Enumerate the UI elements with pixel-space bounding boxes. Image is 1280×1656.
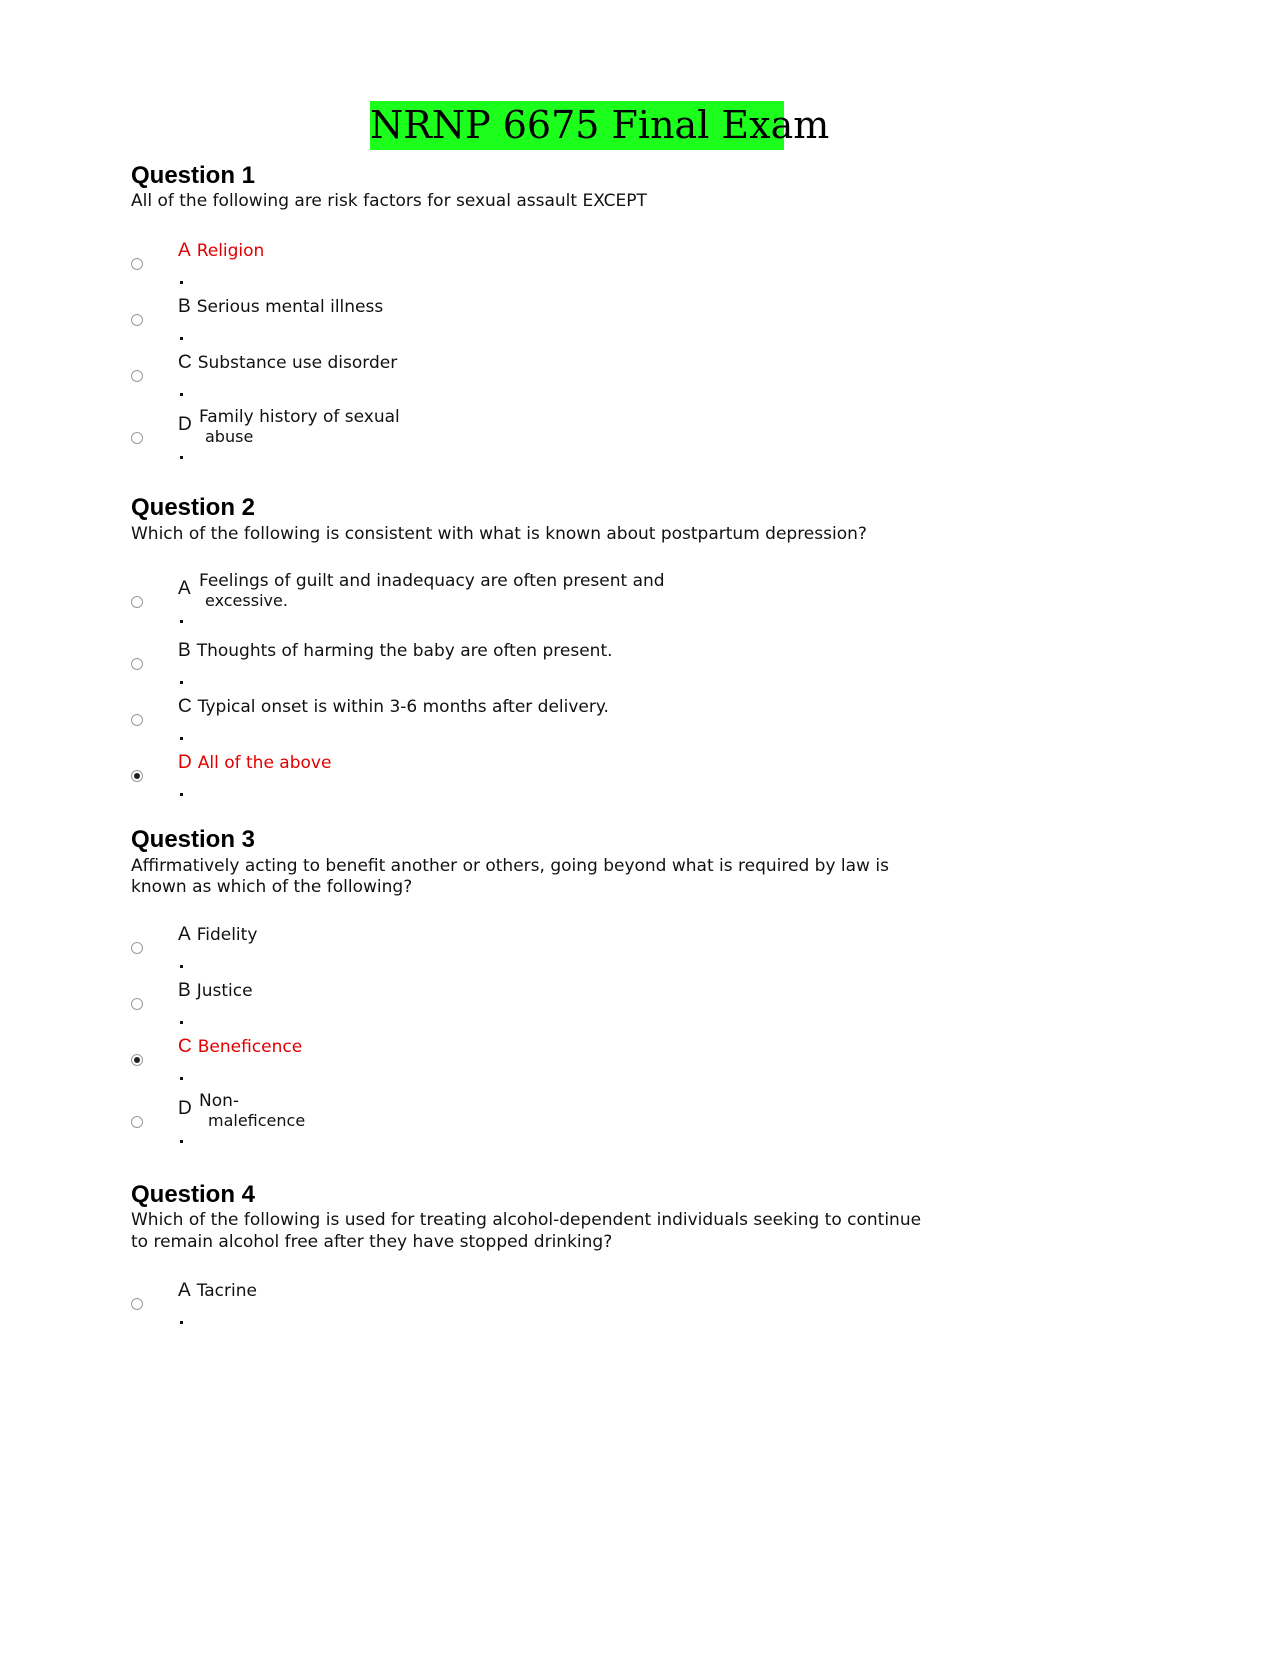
question-1-text: All of the following are risk factors for sexual assault EXCEPT: [131, 191, 647, 211]
bullet-dot: [180, 965, 183, 968]
question-2-heading: Question 2: [131, 494, 256, 521]
bullet-dot: [180, 281, 183, 284]
option-label: Tacrine: [196, 1281, 257, 1301]
bullet-dot: [180, 1077, 183, 1080]
option-letter: C: [178, 352, 192, 373]
question-4-text-line2: to remain alcohol free after they have stopped drinking?: [131, 1232, 613, 1252]
question-3-option-b[interactable]: [178, 980, 253, 1002]
question-1-option-b-radio[interactable]: [131, 314, 143, 326]
question-4-text-line1: Which of the following is used for treating alcohol-dependent individuals seeking to continue: [131, 1210, 922, 1230]
option-letter: D: [178, 414, 192, 435]
option-label: Substance use disorder: [197, 353, 398, 373]
question-3-text-line2: known as which of the following?: [131, 877, 413, 897]
option-label-line2: abuse: [205, 427, 254, 446]
option-letter: D: [178, 1098, 192, 1119]
question-3-option-a-radio[interactable]: [131, 942, 143, 954]
option-label-line1: Non-: [199, 1091, 240, 1111]
bullet-dot: [180, 1321, 183, 1324]
option-label: Beneficence: [197, 1037, 303, 1057]
question-2-option-c[interactable]: [178, 696, 609, 718]
option-label: Serious mental illness: [196, 297, 384, 317]
question-3-option-d[interactable]: [178, 1090, 378, 1134]
question-1-option-b[interactable]: [178, 296, 383, 318]
bullet-dot: [180, 456, 183, 459]
option-label-line2: excessive.: [205, 591, 288, 610]
option-label: Religion: [196, 241, 265, 261]
option-label-line2: maleficence: [208, 1111, 306, 1130]
option-letter: D: [178, 752, 192, 773]
question-4-option-a-radio[interactable]: [131, 1298, 143, 1310]
question-4-heading: Question 4: [131, 1181, 256, 1208]
question-3-option-a[interactable]: [178, 924, 257, 946]
question-3-heading: Question 3: [131, 826, 256, 853]
option-letter: A: [178, 1280, 191, 1301]
question-1-option-a-radio[interactable]: [131, 258, 143, 270]
question-3-option-c[interactable]: [178, 1036, 302, 1058]
question-2-text: Which of the following is consistent with what is known about postpartum depression?: [131, 524, 867, 544]
question-2-option-d-radio[interactable]: [131, 770, 143, 782]
option-label: Typical onset is within 3-6 months after delivery.: [197, 697, 609, 717]
option-letter: A: [178, 240, 191, 261]
option-letter: B: [178, 980, 191, 1001]
option-label-line1: Feelings of guilt and inadequacy are often present and: [199, 571, 665, 591]
question-2-option-d[interactable]: [178, 752, 331, 774]
question-3-text-line1: Affirmatively acting to benefit another or others, going beyond what is required by law is: [131, 856, 889, 876]
exam-title: NRNP 6675 Final Exam: [370, 101, 784, 150]
question-2-option-c-radio[interactable]: [131, 714, 143, 726]
question-1-option-c-radio[interactable]: [131, 370, 143, 382]
bullet-dot: [180, 1021, 183, 1024]
option-label-line1: Family history of sexual: [199, 407, 400, 427]
question-3-option-c-radio[interactable]: [131, 1054, 143, 1066]
question-1-option-d[interactable]: [178, 406, 438, 450]
bullet-dot: [180, 793, 183, 796]
option-letter: B: [178, 640, 191, 661]
bullet-dot: [180, 337, 183, 340]
bullet-dot: [180, 620, 183, 623]
option-letter: B: [178, 296, 191, 317]
question-2-option-a[interactable]: [178, 570, 738, 614]
question-1-option-a[interactable]: [178, 240, 264, 262]
bullet-dot: [180, 1140, 183, 1143]
option-letter: A: [178, 578, 191, 599]
option-label: All of the above: [197, 753, 332, 773]
option-letter: C: [178, 696, 192, 717]
option-label: Justice: [196, 981, 253, 1001]
question-1-heading: Question 1: [131, 162, 256, 189]
option-label: Fidelity: [196, 925, 258, 945]
question-4-option-a[interactable]: [178, 1280, 257, 1302]
bullet-dot: [180, 737, 183, 740]
option-label: Thoughts of harming the baby are often present.: [196, 641, 613, 661]
question-3-option-d-radio[interactable]: [131, 1116, 143, 1128]
option-letter: C: [178, 1036, 192, 1057]
question-3-option-b-radio[interactable]: [131, 998, 143, 1010]
option-letter: A: [178, 924, 191, 945]
question-1-option-c[interactable]: [178, 352, 397, 374]
question-2-option-a-radio[interactable]: [131, 596, 143, 608]
question-2-option-b-radio[interactable]: [131, 658, 143, 670]
bullet-dot: [180, 681, 183, 684]
question-1-option-d-radio[interactable]: [131, 432, 143, 444]
bullet-dot: [180, 393, 183, 396]
question-2-option-b[interactable]: [178, 640, 613, 662]
